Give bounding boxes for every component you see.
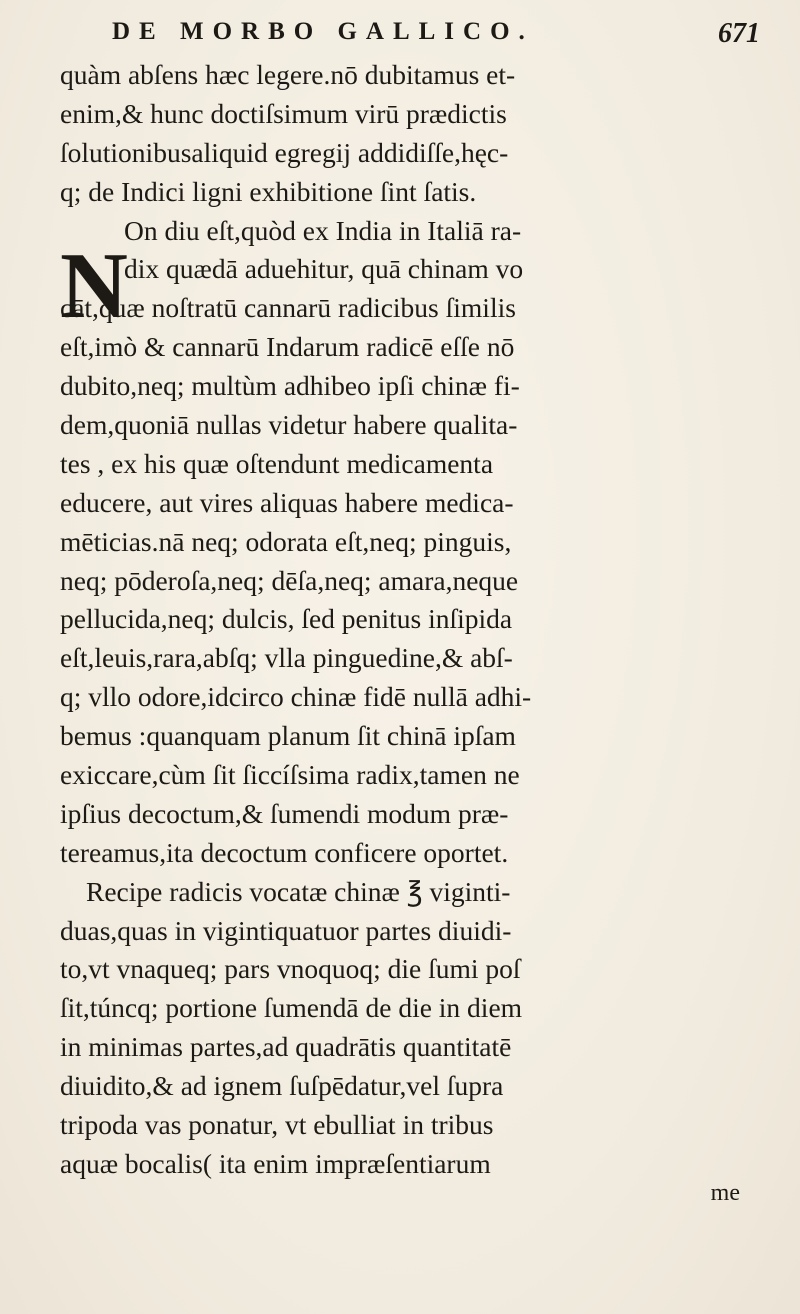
text-line: q; vllo odore,idcirco chinæ fidē nullā adhi- — [60, 681, 532, 713]
text-line: cāt,quæ noſtratū cannarū radicibus ſimilis — [60, 292, 516, 324]
text-line: to,vt vnaqueq; pars vnoquoq; die ſumi poſ — [60, 953, 521, 985]
text-line: Recipe radicis vocatæ chinæ ℥ viginti- — [86, 875, 511, 907]
text-line: bemus :quanquam planum ſit chinā ipſam — [60, 720, 516, 752]
running-head-title: DE MORBO GALLICO. — [112, 18, 534, 45]
text-line: dem,quoniā nullas videtur habere qualita- — [60, 409, 518, 441]
text-line: eſt,imò & cannarū Indarum radicē eſſe nō — [60, 331, 515, 363]
running-head — [60, 18, 760, 54]
text-line: exiccare,cùm ſit ſiccíſsima radix,tamen ne — [60, 759, 520, 791]
body-text — [60, 56, 760, 1184]
text-line: tripoda vas ponatur, vt ebulliat in tribus — [60, 1109, 494, 1141]
text-line: tes , ex his quæ oſtendunt medicamenta — [60, 447, 494, 479]
text-line: duas,quas in vigintiquatuor partes diuidi- — [60, 914, 512, 946]
text-line: dubito,neq; multùm adhibeo ipſi chinæ fi- — [60, 370, 520, 402]
catchword: me — [710, 1180, 740, 1206]
text-line: tereamus,ita decoctum conficere oportet. — [60, 836, 509, 868]
text-line: in minimas partes,ad quadrātis quantitatē — [60, 1031, 512, 1063]
drop-capital: N — [60, 234, 128, 338]
text-line: eſt,leuis,rara,abſq; vlla pinguedine,& abſ- — [60, 642, 513, 674]
text-line: diuidito,& ad ignem ſuſpēdatur,vel ſupra — [60, 1070, 504, 1102]
text-line: educere, aut vires aliquas habere medica- — [60, 486, 514, 518]
text-line: On diu eſt,quòd ex India in Italiā ra- — [124, 214, 522, 246]
text-line: mēticias.nā neq; odorata eſt,neq; pinguis, — [60, 525, 512, 557]
text-line: quàm abſens hæc legere.nō dubitamus et- — [60, 59, 516, 90]
text-line: ipſius decoctum,& ſumendi modum præ- — [60, 797, 509, 829]
text-line: pellucida,neq; dulcis, ſed penitus inſipida — [60, 603, 513, 635]
text-line: dix quædā aduehitur, quā chinam vo — [124, 253, 524, 285]
text-line: ſit,túncq; portione ſumendā de die in diem — [60, 992, 523, 1024]
text-line: q; de Indici ligni exhibitione ſint ſatis. — [60, 175, 477, 207]
text-line: aquæ bocalis( ita enim impræſentiarum — [60, 1147, 491, 1179]
text-line: ſolutionibusaliquid egregij addidiſſe,hęc- — [60, 136, 509, 168]
text-line: enim,& hunc doctiſsimum virū prædictis — [60, 97, 507, 129]
text-line: neq; pōderoſa,neq; dēſa,neq; amara,neque — [60, 564, 519, 596]
page-number: 671 — [718, 18, 760, 49]
